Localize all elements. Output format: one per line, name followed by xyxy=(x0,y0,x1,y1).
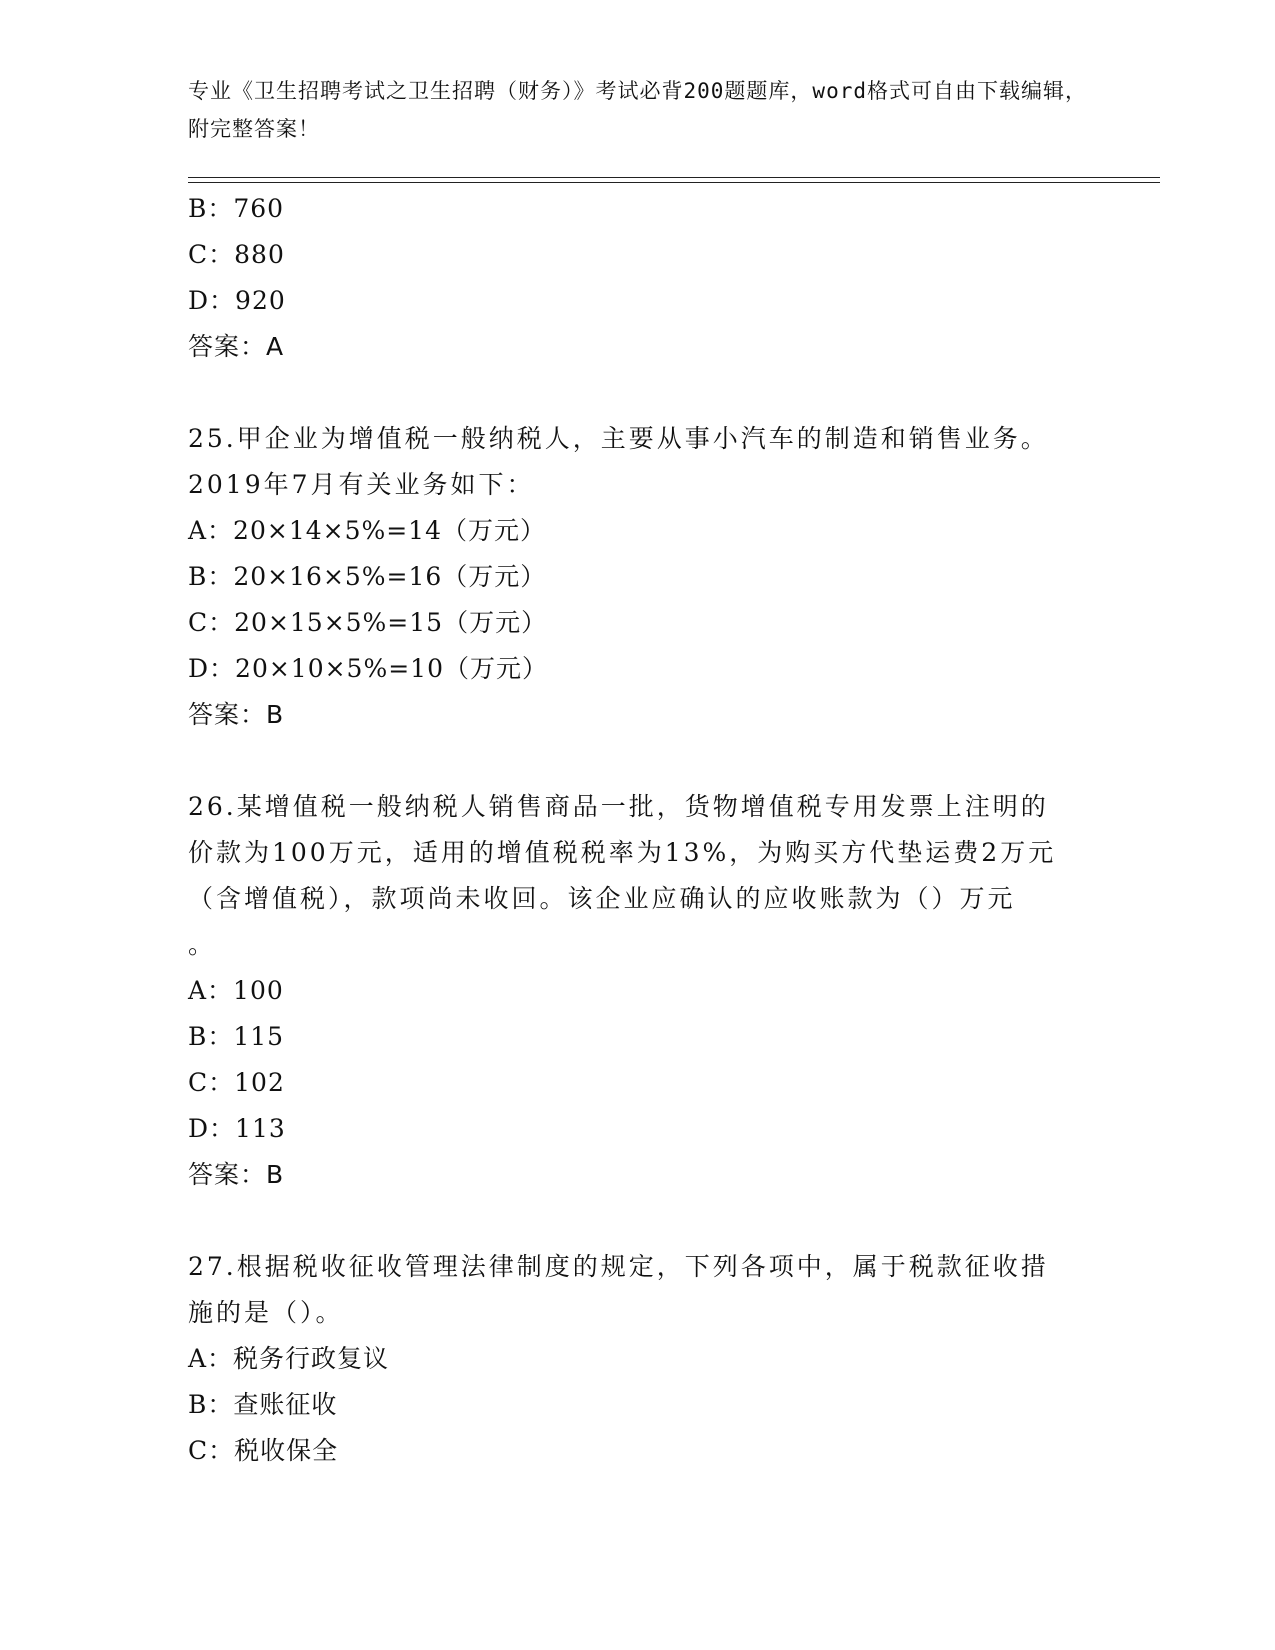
question-list xyxy=(188,186,1088,1474)
spacer xyxy=(188,370,1088,416)
option-a: A：20×14×5%=14（万元） xyxy=(188,516,546,545)
document-header: 专业《卫生招聘考试之卫生招聘（财务）》考试必背200题题库，word格式可自由下载编辑，附完整答案！ xyxy=(188,79,1087,141)
answer-line: 答案：B xyxy=(188,700,285,729)
question-26 xyxy=(188,784,1088,1198)
option-b: B：760 xyxy=(188,194,285,223)
answer-line: 答案：A xyxy=(188,332,285,361)
option-a: A：税务行政复议 xyxy=(188,1344,390,1373)
question-stem: 26.某增值税一般纳税人销售商品一批，货物增值税专用发票上注明的 价款为100万元，适用的增值税税率为13%，为购买方代垫运费2万元 （含增值税），款项尚未收回。该企业应确认的应收账款为（）万元 。 xyxy=(188,792,1057,959)
question-stem: 27.根据税收征收管理法律制度的规定，下列各项中，属于税款征收措 施的是（）。 xyxy=(188,1252,1049,1327)
header-divider-top xyxy=(188,177,1160,178)
option-c: C：880 xyxy=(188,240,285,269)
option-d: D：920 xyxy=(188,286,286,315)
spacer xyxy=(188,738,1088,784)
question-stem: 25.甲企业为增值税一般纳税人，主要从事小汽车的制造和销售业务。 2019年7月有关业务如下： xyxy=(188,424,1049,499)
question-27 xyxy=(188,1244,1088,1474)
option-a: A：100 xyxy=(188,976,284,1005)
option-c: C：税收保全 xyxy=(188,1436,339,1465)
question-24-continuation xyxy=(188,186,1088,370)
option-b: B：115 xyxy=(188,1022,285,1051)
answer-line: 答案：B xyxy=(188,1160,285,1189)
option-d: D：20×10×5%=10（万元） xyxy=(188,654,548,683)
option-b: B：查账征收 xyxy=(188,1390,338,1419)
option-c: C：20×15×5%=15（万元） xyxy=(188,608,548,637)
question-25 xyxy=(188,416,1088,738)
spacer xyxy=(188,1198,1088,1244)
option-b: B：20×16×5%=16（万元） xyxy=(188,562,547,591)
option-d: D：113 xyxy=(188,1114,286,1143)
option-c: C：102 xyxy=(188,1068,285,1097)
header-divider-bottom xyxy=(188,182,1160,183)
